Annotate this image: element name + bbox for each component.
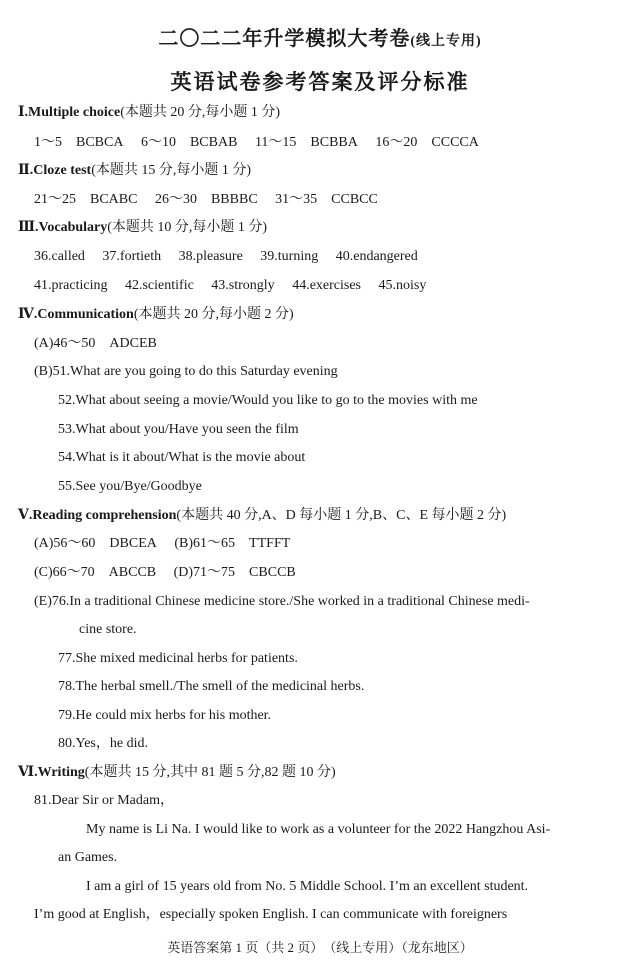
letter-paragraph-2-line-2: I’m good at English，especially spoken English. I can communicate with foreigners: [34, 907, 508, 922]
section-4-scoring: (本题共 20 分,每小题 2 分): [133, 307, 294, 322]
section-3-heading: [18, 218, 267, 238]
vocab-answer: 42.scientific: [124, 278, 194, 293]
answer-group: 11～15 BCBBA: [254, 135, 358, 150]
section-5-row-cd: [34, 563, 296, 583]
answer-group: 16～20 CCCCA: [375, 135, 479, 150]
answer-group: 31～35 CCBCC: [275, 192, 378, 207]
letter-paragraph-2-line-1: I am a girl of 15 years old from No. 5 Middle School. I’m an excellent student.: [86, 879, 529, 894]
vocab-answer: 43.strongly: [211, 278, 275, 293]
reading-part-d: (D)71～75 CBCCB: [173, 565, 296, 580]
section-2-scoring: (本题共 15 分,每小题 1 分): [91, 163, 252, 178]
section-5-title: Ⅴ.Reading comprehension: [18, 508, 177, 523]
vocab-answer: 41.practicing: [34, 278, 108, 293]
letter-salutation: 81.Dear Sir or Madam，: [34, 793, 174, 808]
section-5-heading: [18, 506, 506, 526]
section-1-heading: [18, 103, 280, 123]
vocab-answer: 45.noisy: [378, 278, 427, 293]
vocab-answer: 39.turning: [260, 249, 319, 264]
answer-80: 80.Yes，he did.: [58, 736, 148, 751]
section-5-scoring: (本题共 40 分,A、D 每小题 1 分,B、C、E 每小题 2 分): [176, 508, 507, 523]
letter-paragraph-1-line-1: My name is Li Na. I would like to work as a volunteer for the 2022 Hangzhou Asi-: [86, 822, 551, 837]
section-3-scoring: (本题共 10 分,每小题 1 分): [107, 220, 268, 235]
section-4-title: Ⅳ.Communication: [18, 307, 134, 322]
section-4-heading: [18, 305, 294, 325]
answer-55: 55.See you/Bye/Goodbye: [58, 479, 202, 494]
vocab-answer: 40.endangered: [335, 249, 418, 264]
section-3-row-1: [34, 247, 418, 267]
answer-53: 53.What about you/Have you seen the film: [58, 422, 299, 437]
answer-52: 52.What about seeing a movie/Would you like to go to the movies with me: [58, 393, 478, 408]
vocab-answer: 38.pleasure: [178, 249, 243, 264]
exam-title-main: 二〇二二年升学模拟大考卷: [158, 28, 411, 50]
answer-group: 1～5 BCBCA: [34, 135, 124, 150]
answer-76-line-1: (E)76.In a traditional Chinese medicine store./She worked in a traditional Chinese medi-: [34, 594, 530, 609]
section-4-part-a: (A)46～50 ADCEB: [34, 336, 157, 351]
section-2-title: Ⅱ.Cloze test: [18, 163, 92, 178]
section-6-title: Ⅵ.Writing: [18, 765, 85, 780]
vocab-answer: 44.exercises: [292, 278, 361, 293]
exam-subtitle: 英语试卷参考答案及评分标准: [170, 70, 470, 94]
section-1-title: Ⅰ.Multiple choice: [18, 105, 121, 120]
section-5-row-ab: [34, 534, 290, 554]
answer-54: 54.What is it about/What is the movie about: [58, 450, 306, 465]
reading-part-c: (C)66～70 ABCCB: [34, 565, 157, 580]
exam-title: [0, 22, 640, 51]
reading-part-a: (A)56～60 DBCEA: [34, 536, 157, 551]
vocab-answer: 37.fortieth: [102, 249, 162, 264]
letter-paragraph-1-line-2: an Games.: [58, 850, 118, 865]
answer-group: 6～10 BCBAB: [140, 135, 238, 150]
section-2-heading: [18, 161, 251, 181]
reading-part-b: (B)61～65 TTFFT: [174, 536, 291, 551]
answer-group: 21～25 BCABC: [34, 192, 138, 207]
section-2-answers: [34, 190, 378, 210]
vocab-answer: 36.called: [34, 249, 85, 264]
section-3-title: Ⅲ.Vocabulary: [18, 220, 108, 235]
answer-76-line-2: cine store.: [79, 622, 137, 637]
answer-51: (B)51.What are you going to do this Saturday evening: [34, 364, 338, 379]
answer-79: 79.He could mix herbs for his mother.: [58, 708, 272, 723]
section-3-row-2: [34, 276, 426, 296]
exam-title-note: (线上专用): [410, 34, 482, 49]
answer-group: 26～30 BBBBC: [154, 192, 258, 207]
section-6-heading: [18, 763, 336, 783]
page-footer: 英语答案第 1 页（共 2 页） （线上专用）（龙东地区）: [167, 940, 473, 955]
answer-78: 78.The herbal smell./The smell of the medicinal herbs.: [58, 679, 365, 694]
section-1-scoring: (本题共 20 分,每小题 1 分): [120, 105, 281, 120]
answer-77: 77.She mixed medicinal herbs for patients.: [58, 651, 298, 666]
section-1-answers: [34, 133, 479, 153]
section-6-scoring: (本题共 15 分,其中 81 题 5 分,82 题 10 分): [84, 765, 336, 780]
